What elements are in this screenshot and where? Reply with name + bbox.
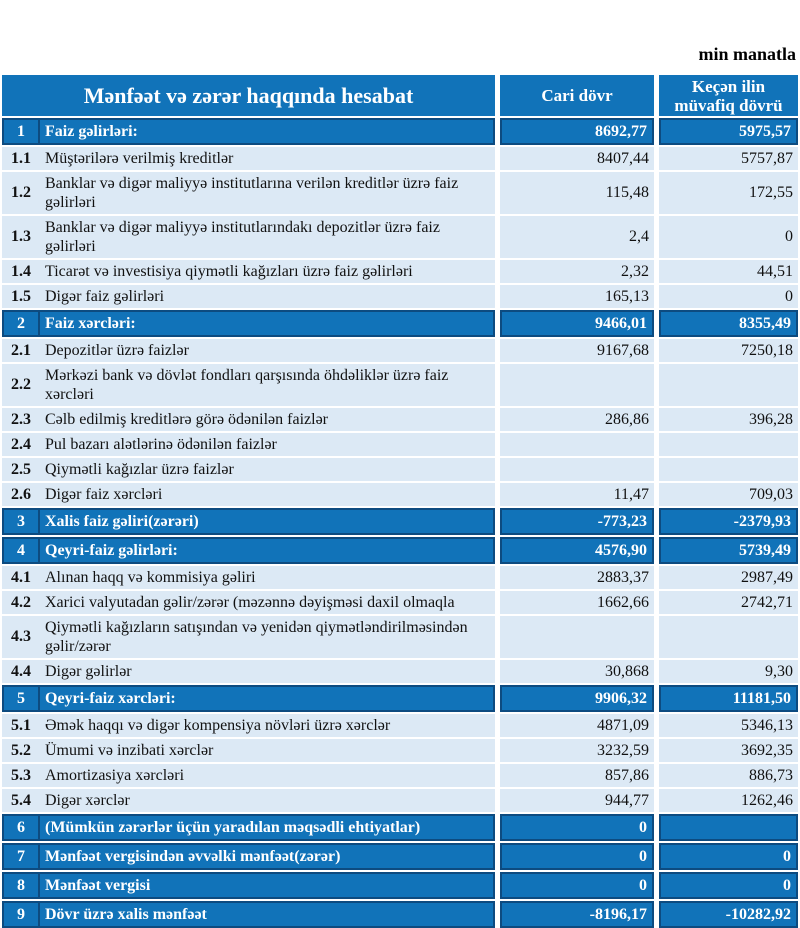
row-number: 4 [2, 537, 40, 564]
row-previous-value: -2379,93 [659, 508, 798, 535]
row-label: Mərkəzi bank və dövlət fondları qarşısında öhdəliklər üzrə faiz xərcləri [40, 364, 495, 406]
row-label: Qeyri-faiz gəlirləri: [40, 537, 495, 564]
row-label: Digər gəlirlər [40, 660, 495, 683]
table-row [2, 814, 798, 841]
row-current-value [500, 433, 654, 456]
row-label: Dövr üzrə xalis mənfəət [40, 901, 495, 928]
row-label: Faiz gəlirləri: [40, 118, 495, 145]
row-label: Cəlb edilmiş kreditlərə görə ödənilən faizlər [40, 408, 495, 431]
row-previous-value: 886,73 [659, 764, 798, 787]
row-number: 5.1 [2, 714, 40, 737]
row-previous-value: 5739,49 [659, 537, 798, 564]
row-current-value: 0 [500, 843, 654, 870]
row-previous-value [659, 433, 798, 456]
row-previous-value: -10282,92 [659, 901, 798, 928]
row-current-value: -8196,17 [500, 901, 654, 928]
table-title: Mənfəət və zərər haqqında hesabat [2, 75, 495, 116]
row-number: 5.2 [2, 739, 40, 762]
row-number: 1 [2, 118, 40, 145]
table-row [2, 901, 798, 928]
row-number: 5 [2, 685, 40, 712]
row-number: 6 [2, 814, 40, 841]
row-current-value: 9466,01 [500, 310, 654, 337]
row-number: 4.3 [2, 616, 40, 658]
row-previous-value: 2742,71 [659, 591, 798, 614]
table-row [2, 483, 798, 506]
table-row [2, 433, 798, 456]
row-current-value [500, 458, 654, 481]
column-header-previous-period: Keçən ilin müvafiq dövrü [659, 75, 798, 116]
table-row [2, 789, 798, 812]
column-header-current-period: Cari dövr [500, 75, 654, 116]
table-row [2, 591, 798, 614]
table-row [2, 714, 798, 737]
row-number: 1.1 [2, 147, 40, 170]
table-row [2, 660, 798, 683]
row-previous-value: 2987,49 [659, 566, 798, 589]
row-number: 7 [2, 843, 40, 870]
row-current-value: 2,4 [500, 216, 654, 258]
row-label: Banklar və digər maliyyə institutlarındakı depozitlər üzrə faiz gəlirləri [40, 216, 495, 258]
row-number: 4.1 [2, 566, 40, 589]
row-current-value: 4871,09 [500, 714, 654, 737]
table-row [2, 458, 798, 481]
row-previous-value: 5757,87 [659, 147, 798, 170]
table-row [2, 172, 798, 214]
row-number: 4.2 [2, 591, 40, 614]
row-label: Ümumi və inzibati xərclər [40, 739, 495, 762]
row-current-value: 0 [500, 872, 654, 899]
row-current-value: 2883,37 [500, 566, 654, 589]
row-current-value: 944,77 [500, 789, 654, 812]
row-previous-value: 44,51 [659, 260, 798, 283]
row-current-value [500, 616, 654, 658]
table-row [2, 843, 798, 870]
row-number: 5.3 [2, 764, 40, 787]
table-row [2, 872, 798, 899]
table-row [2, 216, 798, 258]
row-current-value: -773,23 [500, 508, 654, 535]
row-previous-value: 0 [659, 216, 798, 258]
row-number: 2.2 [2, 364, 40, 406]
row-previous-value: 0 [659, 872, 798, 899]
row-previous-value: 396,28 [659, 408, 798, 431]
row-label: Digər faiz gəlirləri [40, 285, 495, 308]
row-label: Depozitlər üzrə faizlər [40, 339, 495, 362]
row-current-value: 8407,44 [500, 147, 654, 170]
table-row [2, 537, 798, 564]
row-previous-value [659, 814, 798, 841]
table-row [2, 739, 798, 762]
table-row [2, 616, 798, 658]
row-previous-value: 3692,35 [659, 739, 798, 762]
row-number: 9 [2, 901, 40, 928]
row-current-value: 11,47 [500, 483, 654, 506]
row-previous-value: 11181,50 [659, 685, 798, 712]
row-label: Mənfəət vergisi [40, 872, 495, 899]
row-previous-value [659, 364, 798, 406]
table-row [2, 310, 798, 337]
row-previous-value: 172,55 [659, 172, 798, 214]
row-current-value: 165,13 [500, 285, 654, 308]
row-label: Əmək haqqı və digər kompensiya növləri üzrə xərclər [40, 714, 495, 737]
row-label: Xarici valyutadan gəlir/zərər (məzənnə dəyişməsi daxil olmaqla [40, 591, 495, 614]
row-label: Pul bazarı alətlərinə ödənilən faizlər [40, 433, 495, 456]
row-current-value: 1662,66 [500, 591, 654, 614]
row-label: Qeyri-faiz xərcləri: [40, 685, 495, 712]
table-row [2, 118, 798, 145]
row-label: Müştərilərə verilmiş kreditlər [40, 147, 495, 170]
table-row [2, 566, 798, 589]
row-current-value: 286,86 [500, 408, 654, 431]
row-current-value: 2,32 [500, 260, 654, 283]
row-previous-value: 8355,49 [659, 310, 798, 337]
row-label: Digər xərclər [40, 789, 495, 812]
row-label: Qiymətli kağızlar üzrə faizlər [40, 458, 495, 481]
unit-label: min manatla [698, 44, 796, 64]
row-current-value [500, 364, 654, 406]
row-current-value: 857,86 [500, 764, 654, 787]
row-number: 3 [2, 508, 40, 535]
table-row [2, 285, 798, 308]
row-label: Amortizasiya xərcləri [40, 764, 495, 787]
row-number: 2.1 [2, 339, 40, 362]
row-previous-value [659, 616, 798, 658]
row-current-value: 3232,59 [500, 739, 654, 762]
table-row [2, 764, 798, 787]
row-number: 1.5 [2, 285, 40, 308]
row-number: 8 [2, 872, 40, 899]
table-row [2, 147, 798, 170]
table-row [2, 508, 798, 535]
profit-loss-table [2, 75, 798, 928]
row-label: Faiz xərcləri: [40, 310, 495, 337]
row-previous-value: 7250,18 [659, 339, 798, 362]
row-previous-value: 1262,46 [659, 789, 798, 812]
row-label: Qiymətli kağızların satışından və yenidən qiymətləndirilməsindən gəlir/zərər [40, 616, 495, 658]
row-number: 2.4 [2, 433, 40, 456]
row-previous-value: 5346,13 [659, 714, 798, 737]
row-previous-value: 0 [659, 285, 798, 308]
row-number: 2 [2, 310, 40, 337]
row-label: Alınan haqq və kommisiya gəliri [40, 566, 495, 589]
row-label: Ticarət və investisiya qiymətli kağızları üzrə faiz gəlirləri [40, 260, 495, 283]
row-label: Mənfəət vergisindən əvvəlki mənfəət(zərər) [40, 843, 495, 870]
table-header-row [2, 75, 798, 116]
row-label: (Mümkün zərərlər üçün yaradılan məqsədli ehtiyatlar) [40, 814, 495, 841]
row-number: 2.5 [2, 458, 40, 481]
row-current-value: 9906,32 [500, 685, 654, 712]
row-number: 5.4 [2, 789, 40, 812]
row-current-value: 0 [500, 814, 654, 841]
row-current-value: 8692,77 [500, 118, 654, 145]
table-row [2, 260, 798, 283]
table-row [2, 685, 798, 712]
row-current-value: 9167,68 [500, 339, 654, 362]
row-number: 1.4 [2, 260, 40, 283]
row-number: 2.3 [2, 408, 40, 431]
row-current-value: 115,48 [500, 172, 654, 214]
row-number: 2.6 [2, 483, 40, 506]
row-label: Digər faiz xərcləri [40, 483, 495, 506]
row-previous-value: 0 [659, 843, 798, 870]
row-label: Banklar və digər maliyyə institutlarına verilən kreditlər üzrə faiz gəlirləri [40, 172, 495, 214]
row-number: 4.4 [2, 660, 40, 683]
row-number: 1.3 [2, 216, 40, 258]
row-label: Xalis faiz gəliri(zərəri) [40, 508, 495, 535]
row-previous-value: 709,03 [659, 483, 798, 506]
table-row [2, 339, 798, 362]
row-current-value: 4576,90 [500, 537, 654, 564]
row-previous-value [659, 458, 798, 481]
table-row [2, 408, 798, 431]
table-row [2, 364, 798, 406]
row-current-value: 30,868 [500, 660, 654, 683]
row-number: 1.2 [2, 172, 40, 214]
table-body [2, 118, 798, 928]
row-previous-value: 9,30 [659, 660, 798, 683]
row-previous-value: 5975,57 [659, 118, 798, 145]
